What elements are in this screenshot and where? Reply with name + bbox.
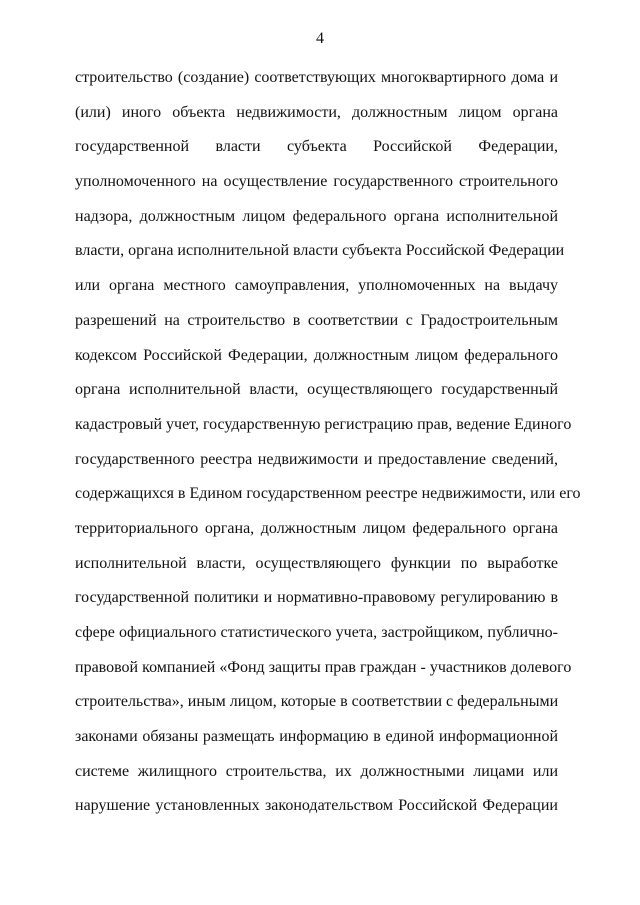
text-line: законами обязаны размещать информацию в единой информационной — [75, 728, 558, 746]
text-line: государственной власти субъекта Российской Федерации, — [75, 138, 558, 156]
text-line: (или) иного объекта недвижимости, должностным лицом органа — [75, 103, 558, 121]
text-line: территориального органа, должностным лицом федерального органа — [75, 519, 558, 537]
page-number: 4 — [316, 30, 324, 47]
text-line: разрешений на строительство в соответствии с Градостроительным — [75, 311, 558, 329]
text-line: кадастровый учет, государственную регистрацию прав, ведение Единого — [75, 415, 572, 433]
text-line: исполнительной власти, осуществляющего функции по выработке — [75, 554, 558, 572]
text-line: надзора, должностным лицом федерального органа исполнительной — [75, 207, 558, 225]
text-line: власти, органа исполнительной власти субъекта Российской Федерации — [75, 242, 565, 260]
text-line: органа исполнительной власти, осуществляющего государственный — [75, 381, 558, 399]
text-line: уполномоченного на осуществление государственного строительного — [75, 173, 558, 191]
text-line: кодексом Российской Федерации, должностным лицом федерального — [75, 346, 558, 364]
text-line: строительства», иным лицом, которые в соответствии с федеральными — [75, 693, 559, 711]
text-line: государственного реестра недвижимости и предоставление сведений, — [75, 450, 558, 468]
text-line: содержащихся в Едином государственном реестре недвижимости, или его — [75, 485, 581, 503]
text-line: системе жилищного строительства, их должностными лицами или — [75, 762, 558, 780]
text-line: нарушение установленных законодательством Российской Федерации — [75, 797, 558, 815]
text-line: государственной политики и нормативно-правовому регулированию в — [75, 589, 558, 607]
text-line: сфере официального статистического учета, застройщиком, публично- — [75, 624, 558, 641]
text-line: правовой компанией «Фонд защиты прав граждан - участников долевого — [75, 658, 572, 676]
text-line: строительство (создание) соответствующих многоквартирного дома и — [75, 69, 558, 86]
body-text — [75, 67, 581, 830]
text-line: или органа местного самоуправления, уполномоченных на выдачу — [75, 277, 558, 295]
